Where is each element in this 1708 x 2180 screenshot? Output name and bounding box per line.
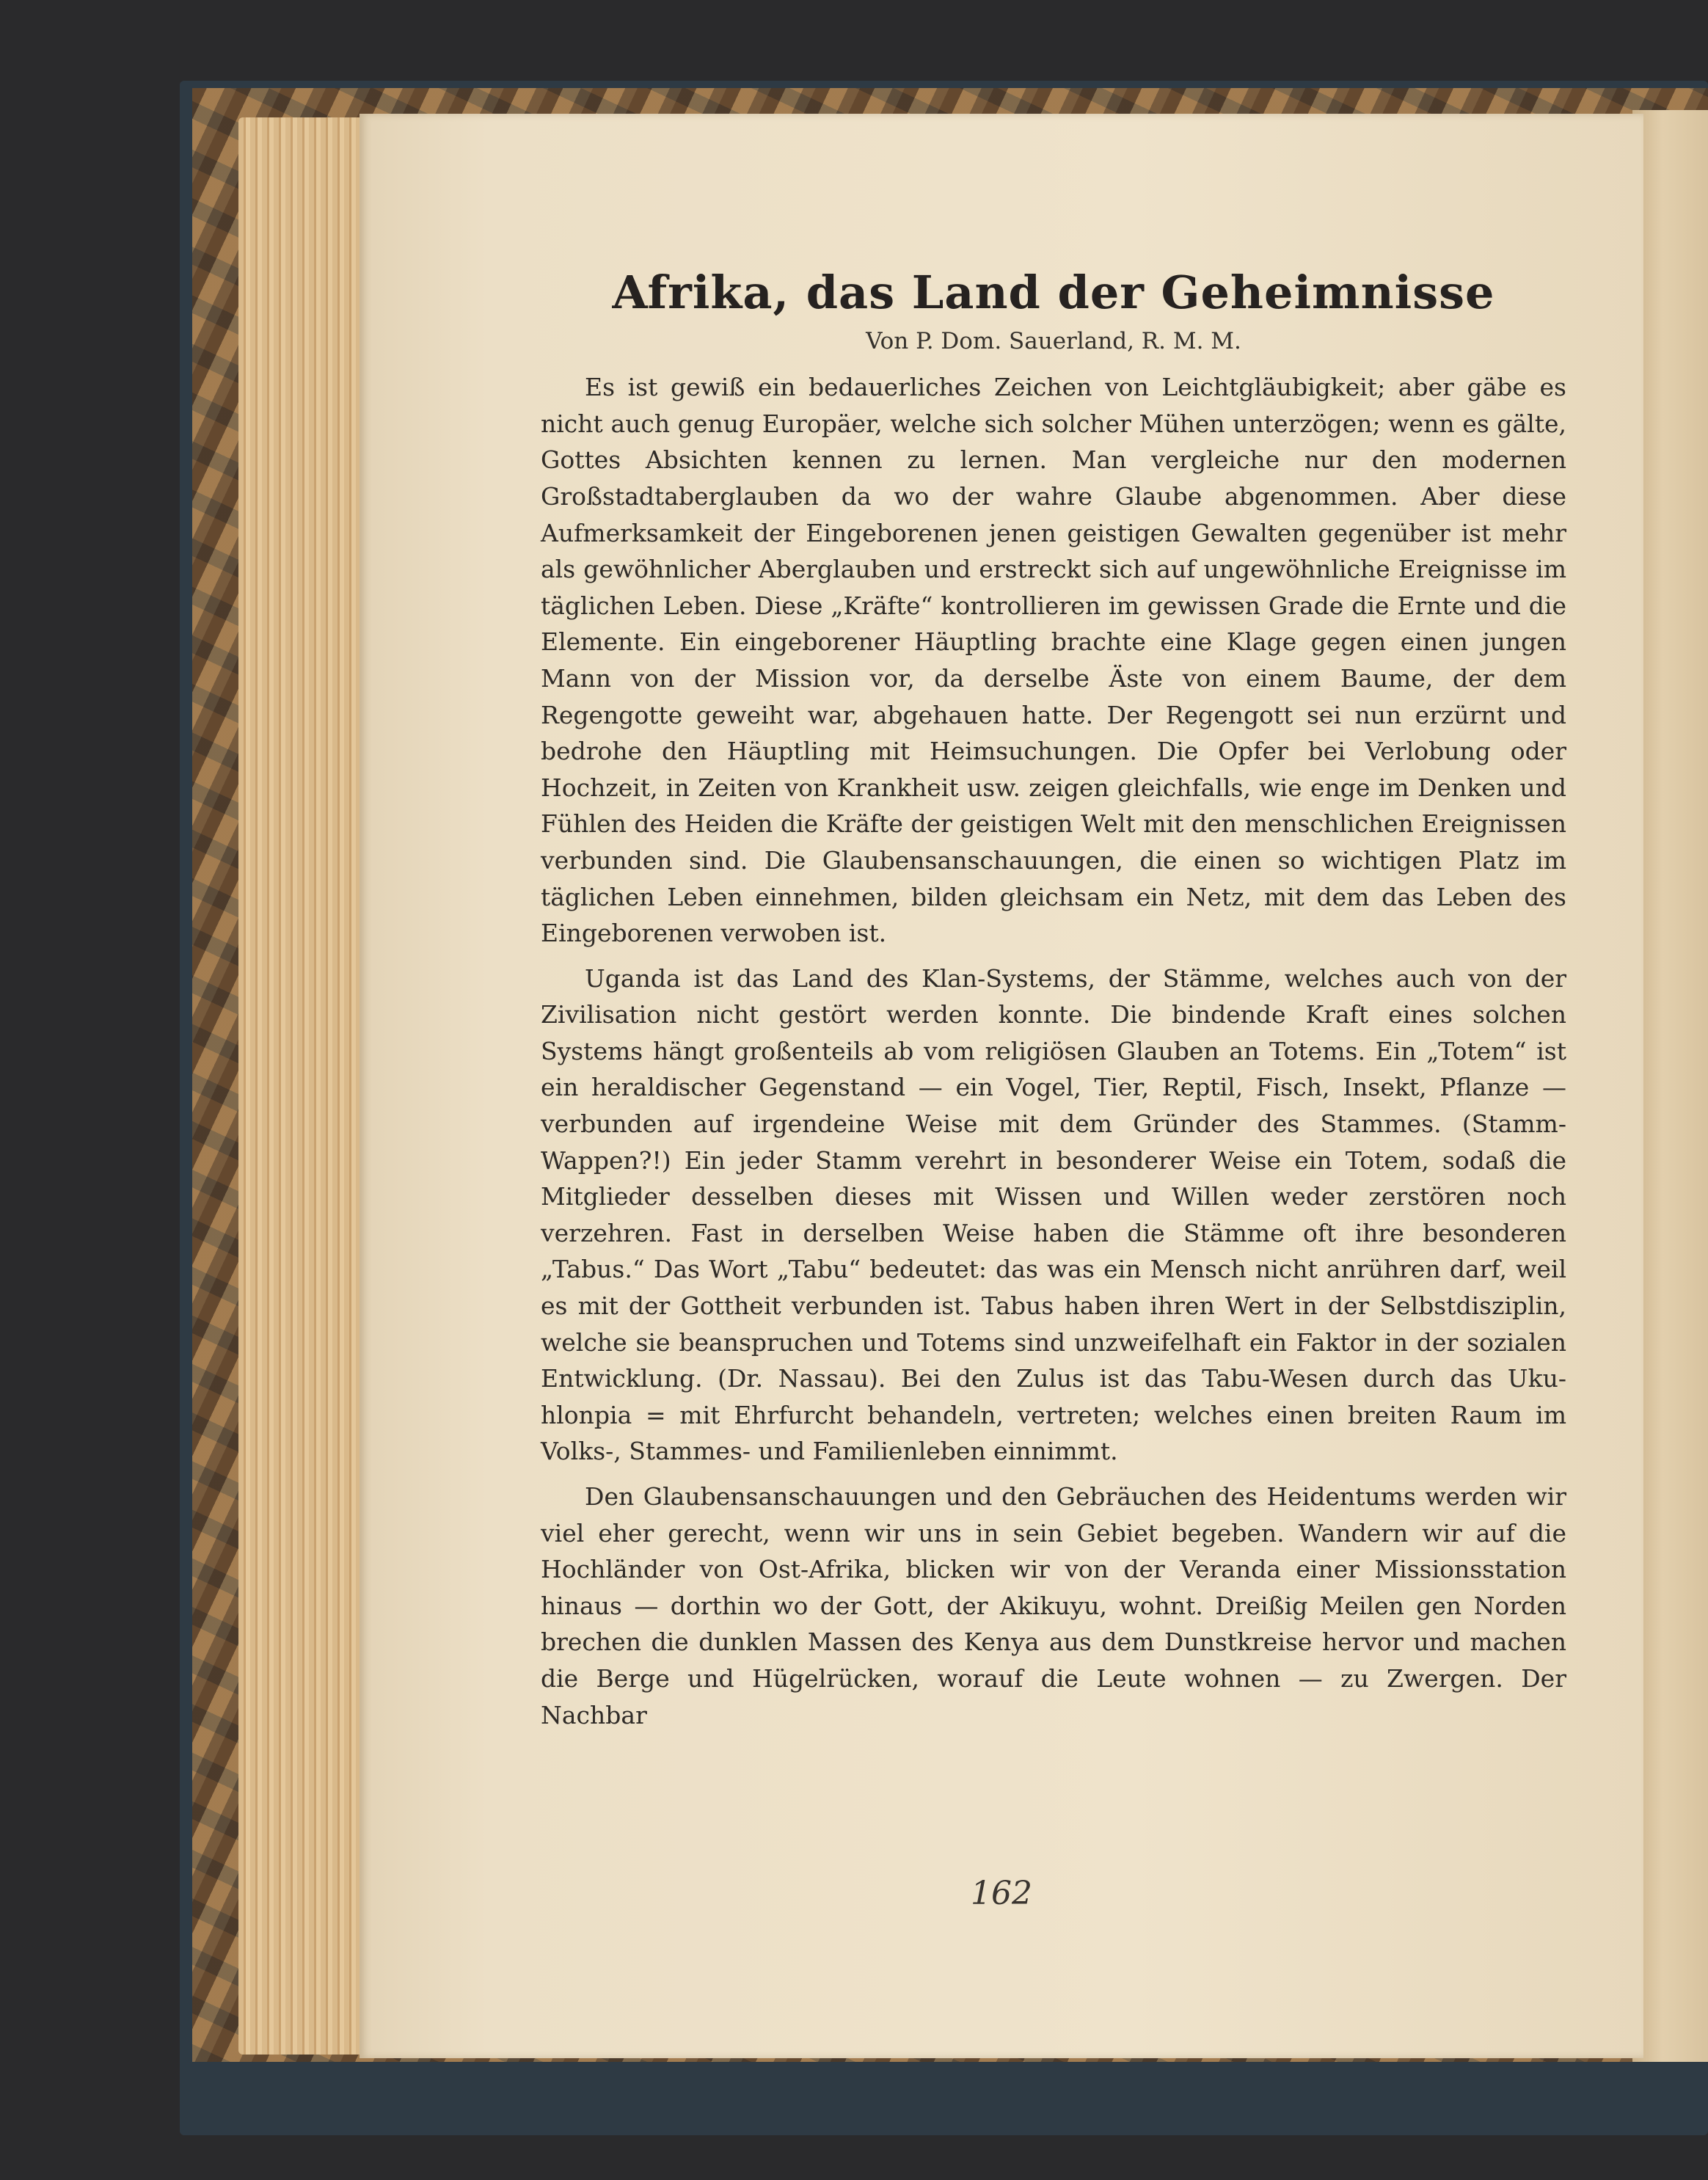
paragraph-2: Uganda ist das Land des Klan-Systems, der Stämme, welches auch von der Zivilisation nicht gestört werden konnte. Die bindende Kraft eines solchen Systems hängt großenteils ab vom religiösen Glauben an Totems. Ein „Totem“ ist ein heraldischer Gegenstand — ein Vogel, Tier, Reptil, Fisch, Insekt, Pflanze — verbunden auf irgendeine Weise mit dem Gründer des Stammes. (Stamm-Wappen?!) Ein jeder Stamm verehrt in besonderer Weise ein Totem, sodaß die Mitglieder desselben dieses mit Wissen und Willen weder zerstören noch verzehren. Fast in derselben Weise haben die Stämme oft ihre besonderen „Tabus.“ Das Wort „Tabu“ bedeutet: das was ein Mensch nicht anrühren darf, weil es mit der Gottheit verbunden ist. Tabus haben ihren Wert in der Selbstdisziplin, welche sie beanspruchen und Totems sind unzweifelhaft ein Faktor in der sozialen Entwicklung. (Dr. Nassau). Bei den Zulus ist das Tabu-Wesen durch das Uku-hlonpia = mit Ehrfurcht behandeln, vertreten; welches einen breiten Raum im Volks-, Stammes- und Familienleben einnimmt.	[541, 963, 1566, 1466]
article-author: Von P. Dom. Sauerland, R. M. M.	[866, 328, 1241, 355]
page-number: 162	[971, 1875, 1032, 1912]
book-page	[360, 114, 1643, 2058]
page-content	[541, 268, 1566, 1742]
adjacent-page	[1632, 110, 1708, 2062]
paragraph-1: Es ist gewiß ein bedauerliches Zeichen von Leichtgläubigkeit; aber gäbe es nicht auch genug Europäer, welche sich solcher Mühen unterzögen; wenn es gälte, Gottes Absichten kennen zu lernen. Man vergleiche nur den modernen Großstadtaberglauben da wo der wahre Glaube abgenommen. Aber diese Aufmerksamkeit der Eingeborenen jenen geistigen Gewalten gegenüber ist mehr als gewöhnlicher Aberglauben und erstreckt sich auf ungewöhnliche Ereignisse im täglichen Leben. Diese „Kräfte“ kontrollieren im gewissen Grade die Ernte und die Elemente. Ein eingeborener Häuptling brachte eine Klage gegen einen jungen Mann von der Mission vor, da derselbe Äste von einem Baume, der dem Regengotte geweiht war, abgehauen hatte. Der Regengott sei nun erzürnt und bedrohe den Häuptling mit Heimsuchungen. Die Opfer bei Verlobung oder Hochzeit, in Zeiten von Krankheit usw. zeigen gleichfalls, wie enge im Denken und Fühlen des Heiden die Kräfte der geistigen Welt mit den menschlichen Ereignissen verbunden sind. Die Glaubensanschauungen, die einen so wichtigen Platz im täglichen Leben einnehmen, bilden gleichsam ein Netz, mit dem das Leben des Eingeborenen verwoben ist.	[541, 373, 1566, 948]
article-title: Afrika, das Land der Geheimnisse	[612, 266, 1495, 319]
paragraph-3: Den Glaubensanschauungen und den Gebräuchen des Heidentums werden wir viel eher gerecht, wenn wir uns in sein Gebiet begeben. Wandern wir auf die Hochländer von Ost-Afrika, blicken wir von der Veranda einer Missionsstation hinaus — dorthin wo der Gott, der Akikuyu, wohnt. Dreißig Meilen gen Norden brechen die dunklen Massen des Kenya aus dem Dunstkreise hervor und machen die Berge und Hügelrücken, worauf die Leute wohnen — zu Zwergen. Der Nachbar	[541, 1482, 1566, 1729]
page-edges	[238, 117, 363, 2055]
